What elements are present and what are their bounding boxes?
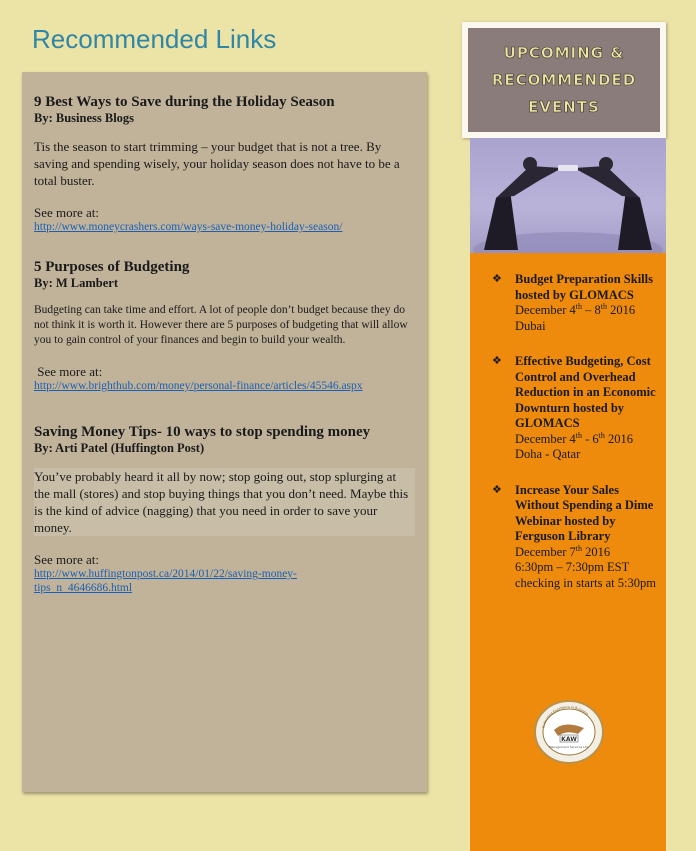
- event-item: [478, 272, 664, 334]
- see-more-label: See more at:: [34, 364, 103, 379]
- diamond-bullet-icon: ❖: [492, 355, 502, 367]
- events-header: UPCOMING & RECOMMENDED EVENTS: [468, 28, 660, 132]
- event-title: Budget Preparation Skills hosted by GLOMACS: [515, 272, 653, 302]
- event-time: 6:30pm – 7:30pm EST checking in starts at 5:30pm: [515, 560, 656, 590]
- article-title: 9 Best Ways to Save during the Holiday Season: [34, 94, 335, 110]
- kaw-logo-icon: [534, 700, 604, 764]
- article-title: 5 Purposes of Budgeting: [34, 259, 190, 275]
- events-header-box: [462, 22, 666, 138]
- diamond-bullet-icon: ❖: [492, 483, 502, 496]
- article-2: [34, 259, 415, 424]
- event-item: [478, 354, 664, 463]
- article-link[interactable]: http://www.brighthub.com/money/personal-finance/articles/45546.aspx: [34, 380, 363, 392]
- article-body: Tis the season to start trimming – your budget that is not a tree. By saving and spending wisely, your holiday season does not have to be a total buster.: [34, 139, 400, 188]
- article-author: By: M Lambert: [34, 276, 119, 290]
- logo-ring-text: Cultivating Excellence in Business: [541, 705, 590, 729]
- article-3: [34, 424, 415, 595]
- article-author: By: Business Blogs: [34, 111, 135, 125]
- kaw-logo: [534, 700, 604, 764]
- recommended-links-panel: [22, 72, 427, 792]
- article-link[interactable]: http://www.moneycrashers.com/ways-save-money-holiday-season/: [34, 221, 343, 233]
- handshake-photo: [470, 138, 666, 253]
- event-location: Dubai: [515, 318, 546, 333]
- events-list: [478, 272, 664, 611]
- event-title: Increase Your Sales Without Spending a Dime Webinar hosted by Ferguson Library: [515, 482, 654, 543]
- article-1: [34, 94, 415, 259]
- event-title: Effective Budgeting, Cost Control and Overhead Reduction in an Economic Downturn hosted by GLOMACS: [515, 354, 656, 430]
- event-date: December 4th - 6th 2016: [515, 430, 633, 446]
- event-date: December 4th – 8th 2016: [515, 301, 636, 317]
- event-location: Doha - Qatar: [515, 447, 581, 461]
- event-date: December 7th 2016: [515, 543, 611, 559]
- article-body: Budgeting can take time and effort. A lot of people don’t budget because they do not think it is worth it. However there are 5 purposes of budgeting that will allow you to gain control of your finances and begin to build your wealth.: [34, 304, 408, 346]
- logo-name: KAW: [561, 736, 577, 743]
- article-title: Saving Money Tips- 10 ways to stop spending money: [34, 424, 371, 440]
- diamond-bullet-icon: ❖: [492, 273, 502, 285]
- article-author: By: Arti Patel (Huffington Post): [34, 441, 205, 455]
- page-title: Recommended Links: [32, 24, 277, 54]
- article-link[interactable]: http://www.huffingtonpost.ca/2014/01/22/saving-money-tips_n_4646686.html: [34, 568, 297, 594]
- logo-subtitle: Management Services Ltd.: [548, 745, 590, 749]
- see-more-label: See more at:: [34, 552, 99, 567]
- handshake-illustration: [470, 138, 666, 253]
- article-body: You’ve probably heard it all by now; stop going out, stop splurging at the mall (stores) and stop buying things that you don’t need. Maybe this is the kind of advice (nagging) that you need in order to save your money.: [34, 468, 415, 536]
- event-item: [478, 483, 664, 592]
- see-more-label: See more at:: [34, 205, 99, 220]
